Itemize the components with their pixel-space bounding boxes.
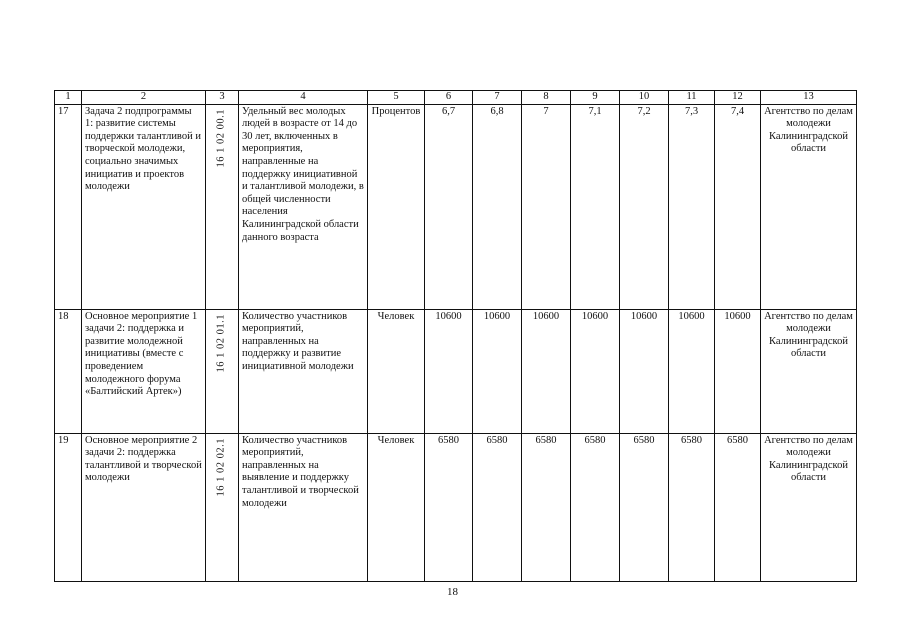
code-cell [206,433,239,581]
header-cell: 7 [473,91,522,105]
header-cell: 5 [368,91,425,105]
value-cell: 10600 [522,309,571,433]
header-cell: 8 [522,91,571,105]
header-cell: 13 [761,91,857,105]
page-number: 18 [447,586,458,598]
value-cell: 10600 [715,309,761,433]
value-cell: 6580 [425,433,473,581]
row-number: 19 [55,433,82,581]
value-cell: 10600 [571,309,620,433]
indicators-table [54,90,857,582]
indicator-cell: Количество участников мероприятий, направленных на выявление и поддержку талантливой и творческой молодежи [239,433,368,581]
value-cell: 10600 [425,309,473,433]
value-cell: 6580 [669,433,715,581]
table-row [55,104,857,309]
header-cell: 2 [82,91,206,105]
task-cell: Задача 2 подпрограммы 1: развитие системы поддержки талантливой и творческой молодежи, социально значимых инициатив и проектов молодежи [82,104,206,309]
value-cell: 6580 [571,433,620,581]
value-cell: 6,7 [425,104,473,309]
header-cell: 6 [425,91,473,105]
value-cell: 10600 [620,309,669,433]
code-cell [206,309,239,433]
value-cell: 7,1 [571,104,620,309]
agency-cell: Агентство по делам молодежи Калининградской области [761,433,857,581]
indicator-cell: Удельный вес молодых людей в возрасте от 14 до 30 лет, включенных в мероприятия, направленные на поддержку инициативной и талантливой молодежи, в общей численности населения Калининградской области данного возраста [239,104,368,309]
value-cell: 6580 [522,433,571,581]
value-cell: 6580 [715,433,761,581]
header-cell: 9 [571,91,620,105]
table-row [55,433,857,581]
code-text: 16 1 02 02.1 [215,437,227,497]
value-cell: 10600 [669,309,715,433]
header-cell: 3 [206,91,239,105]
task-cell: Основное мероприятие 2 задачи 2: поддержка талантливой и творческой молодежи [82,433,206,581]
column-number-row [55,91,857,105]
header-cell: 4 [239,91,368,105]
code-cell [206,104,239,309]
value-cell: 7,2 [620,104,669,309]
unit-cell: Человек [368,433,425,581]
unit-cell: Человек [368,309,425,433]
task-cell: Основное мероприятие 1 задачи 2: поддержка и развитие молодежной инициативы (вместе с проведением молодежного форума «Балтийский Артек») [82,309,206,433]
value-cell: 7,3 [669,104,715,309]
value-cell: 7 [522,104,571,309]
value-cell: 7,4 [715,104,761,309]
table-row [55,309,857,433]
agency-cell: Агентство по делам молодежи Калининградской области [761,104,857,309]
agency-cell: Агентство по делам молодежи Калининградской области [761,309,857,433]
value-cell: 6580 [620,433,669,581]
row-number: 18 [55,309,82,433]
header-cell: 1 [55,91,82,105]
value-cell: 10600 [473,309,522,433]
unit-cell: Процентов [368,104,425,309]
header-cell: 11 [669,91,715,105]
row-number: 17 [55,104,82,309]
indicator-cell: Количество участников мероприятий, направленных на поддержку и развитие инициативной молодежи [239,309,368,433]
code-text: 16 1 02 00.1 [215,108,227,168]
value-cell: 6580 [473,433,522,581]
code-text: 16 1 02 01.1 [215,313,227,373]
header-cell: 10 [620,91,669,105]
value-cell: 6,8 [473,104,522,309]
header-cell: 12 [715,91,761,105]
